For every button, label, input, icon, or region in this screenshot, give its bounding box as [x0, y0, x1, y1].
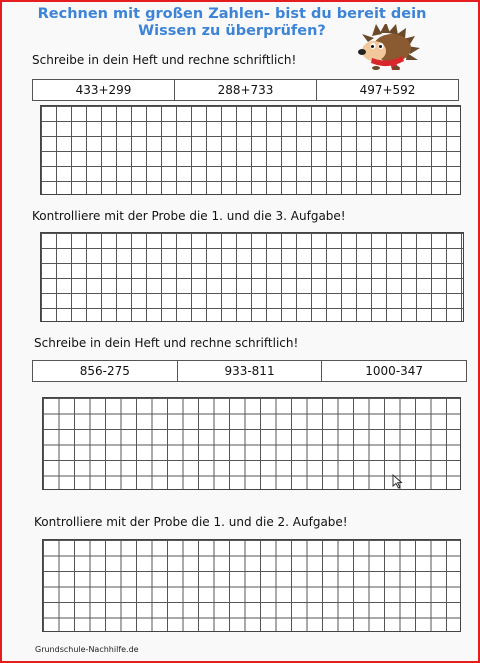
task-row — [32, 360, 467, 382]
writing-grid — [40, 105, 461, 195]
task-cell: 856-275 — [33, 361, 178, 381]
instruction-text: Kontrolliere mit der Probe die 1. und die 2. Aufgabe! — [34, 515, 348, 529]
task-row — [32, 79, 459, 101]
task-cell: 933-811 — [178, 361, 323, 381]
task-cell: 433+299 — [33, 80, 175, 100]
instruction-text: Schreibe in dein Heft und rechne schriftlich! — [32, 53, 297, 67]
page-title: Rechnen mit großen Zahlen- bist du bereit dein Wissen zu überprüfen? — [37, 6, 427, 39]
instruction-text: Kontrolliere mit der Probe die 1. und die 3. Aufgabe! — [32, 209, 346, 223]
instruction-text: Schreibe in dein Heft und rechne schriftlich! — [34, 336, 299, 350]
task-cell: 1000-347 — [365, 364, 424, 378]
mouse-cursor-icon — [392, 474, 403, 489]
task-cell: 288+733 — [175, 80, 317, 100]
task-cell: 497+592 — [359, 83, 416, 97]
footer-credit: Grundschule-Nachhilfe.de — [35, 645, 139, 654]
writing-grid — [42, 539, 461, 632]
hedgehog-icon — [354, 24, 422, 70]
writing-grid — [40, 232, 464, 322]
